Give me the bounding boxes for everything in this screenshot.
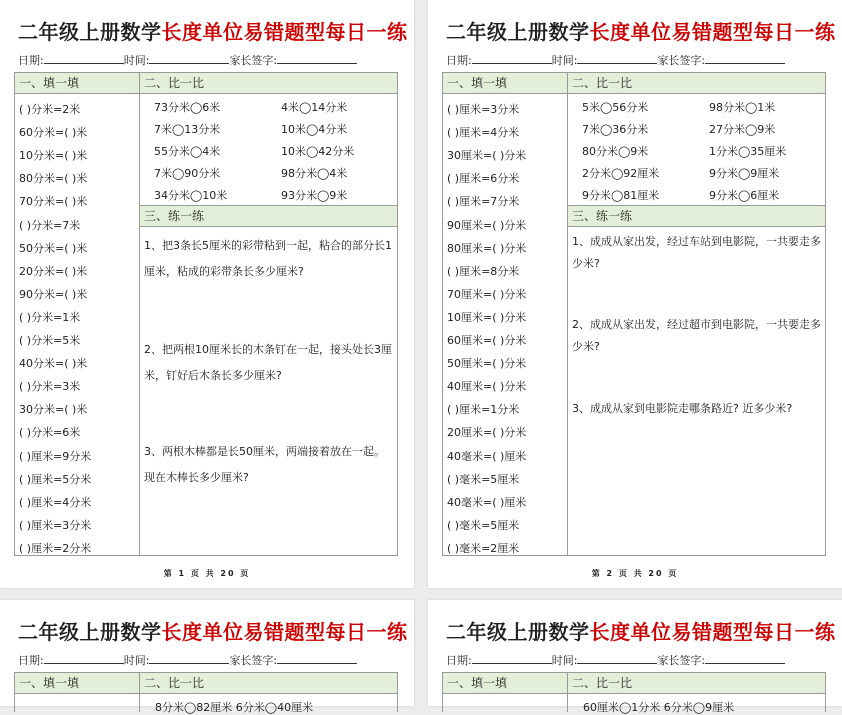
fill-column: [443, 73, 568, 555]
compare-item: 9分米◯9厘米: [709, 167, 780, 180]
fill-item: ( )厘米=5分米: [19, 472, 92, 486]
section-fill-heading: 一、填一填: [443, 673, 567, 694]
fill-item: ( )毫米=5厘米: [447, 518, 520, 532]
section-practice-heading: 三、练一练: [568, 205, 825, 227]
section-compare-heading: 二、比一比: [568, 673, 825, 694]
cut-off-compare-row: 8分米◯82厘米 6分米◯40厘米: [155, 701, 314, 714]
fill-column: [15, 73, 140, 555]
section-fill-heading: 一、填一填: [15, 73, 139, 94]
compare-item: 5米◯56分米: [582, 101, 649, 114]
page-title: 二年级上册数学长度单位易错题型每日一练: [446, 20, 836, 44]
fill-item: ( )分米=5米: [19, 334, 81, 347]
fill-item: ( )厘米=3分米: [447, 103, 520, 116]
page-footer: 第 1 页 共 20 页: [163, 569, 251, 578]
fill-item: 90厘米=( )分米: [447, 218, 527, 232]
worksheet-page-1: [0, 0, 414, 588]
compare-item: 4米◯14分米: [281, 101, 348, 114]
worksheet-box: [442, 72, 826, 556]
fill-item: 20分米=( )米: [19, 264, 88, 278]
worksheet-page-4: [428, 600, 842, 714]
section-compare-heading: 二、比一比: [140, 73, 397, 94]
compare-item: 10米◯42分米: [281, 145, 355, 158]
fill-item: 40毫米=( )厘米: [447, 495, 527, 509]
section-compare-heading: 二、比一比: [140, 673, 397, 694]
fill-item: ( )厘米=2分米: [19, 541, 92, 555]
fill-column: [15, 673, 140, 712]
section-practice-heading: 三、练一练: [140, 205, 397, 227]
fill-item: ( )厘米=4分米: [19, 495, 92, 509]
compare-item: 9分米◯81厘米: [582, 189, 660, 202]
fill-item: 60分米=( )米: [19, 126, 88, 140]
fill-item: ( )分米=6米: [19, 426, 81, 440]
compare-item: 9分米◯6厘米: [709, 189, 780, 202]
worksheet-box: [14, 672, 398, 712]
worksheet-page-3: [0, 600, 414, 714]
question-1: 1、成成从家出发，经过车站到电影院，一共要走多少米?: [572, 235, 821, 270]
meta-line: 日期: 时间: 家长签字:: [446, 652, 828, 668]
fill-item: ( )厘米=7分米: [447, 195, 520, 209]
page-title: 二年级上册数学长度单位易错题型每日一练: [446, 620, 836, 644]
compare-item: 98分米◯4米: [281, 167, 348, 180]
compare-item: 34分米◯10米: [154, 189, 228, 202]
compare-item: 7米◯90分米: [154, 167, 221, 180]
fill-item: 40毫米=( )厘米: [447, 449, 527, 463]
question-2: 2、成成从家出发，经过超市到电影院，一共要走多少米?: [572, 318, 821, 353]
cut-off-compare-row: 60厘米◯1分米 6分米◯9厘米: [583, 701, 735, 714]
compare-item: 2分米◯92厘米: [582, 167, 660, 180]
section-compare-heading: 二、比一比: [568, 73, 825, 94]
page-title: 二年级上册数学长度单位易错题型每日一练: [18, 620, 408, 644]
fill-item: 30厘米=( )分米: [447, 149, 527, 163]
compare-item: 55分米◯4米: [154, 145, 221, 158]
compare-item: 93分米◯9米: [281, 189, 348, 202]
fill-item: ( )厘米=1分米: [447, 403, 520, 417]
fill-item: 70厘米=( )分米: [447, 287, 527, 301]
page-title: 二年级上册数学长度单位易错题型每日一练: [18, 20, 408, 44]
fill-item: 70分米=( )米: [19, 195, 88, 209]
fill-item: 20厘米=( )分米: [447, 426, 527, 440]
fill-item: 60厘米=( )分米: [447, 334, 527, 347]
compare-item: 80分米◯9米: [582, 145, 649, 158]
fill-item: 10分米=( )米: [19, 149, 88, 163]
question-3: 3、成成从家到电影院走哪条路近? 近多少米?: [572, 402, 793, 415]
fill-item: 50分米=( )米: [19, 241, 88, 255]
fill-column: [443, 673, 568, 712]
fill-item: ( )分米=3米: [19, 380, 81, 394]
meta-line: 日期: 时间: 家长签字:: [18, 652, 400, 668]
question-2: 2、把两根10厘米长的木条钉在一起，接头处长3厘米，钉好后木条长多少厘米?: [144, 343, 392, 382]
question-3: 3、两根木棒都是长50厘米，两端接着放在一起。现在木棒长多少厘米?: [144, 445, 385, 484]
compare-item: 1分米◯35厘米: [709, 145, 787, 158]
section-fill-heading: 一、填一填: [443, 73, 567, 94]
fill-item: ( )毫米=2厘米: [447, 541, 520, 555]
fill-item: 80分米=( )米: [19, 172, 88, 186]
worksheet-box: [442, 672, 826, 712]
compare-item: 27分米◯9米: [709, 123, 776, 136]
meta-line: 日期: 时间: 家长签字:: [18, 52, 400, 68]
compare-item: 98分米◯1米: [709, 101, 776, 114]
fill-item: 90分米=( )米: [19, 287, 88, 301]
section-fill-heading: 一、填一填: [15, 673, 139, 694]
fill-item: ( )分米=2米: [19, 103, 81, 116]
fill-item: ( )厘米=9分米: [19, 449, 92, 463]
fill-item: 10厘米=( )分米: [447, 310, 527, 324]
worksheet-page-2: [428, 0, 842, 588]
compare-item: 7米◯36分米: [582, 123, 649, 136]
compare-item: 73分米◯6米: [154, 101, 221, 114]
fill-item: ( )分米=7米: [19, 218, 81, 232]
compare-item: 7米◯13分米: [154, 123, 221, 136]
fill-item: ( )厘米=3分米: [19, 518, 92, 532]
fill-item: 80厘米=( )分米: [447, 241, 527, 255]
question-1: 1、把3条长5厘米的彩带粘到一起，粘合的部分长1厘米，粘成的彩带条长多少厘米?: [144, 239, 392, 278]
fill-item: 30分米=( )米: [19, 403, 88, 417]
fill-item: ( )厘米=6分米: [447, 172, 520, 186]
fill-item: 50厘米=( )分米: [447, 357, 527, 371]
page-footer: 第 2 页 共 20 页: [591, 569, 679, 578]
meta-line: 日期: 时间: 家长签字:: [446, 52, 828, 68]
compare-item: 10米◯4分米: [281, 123, 348, 136]
fill-item: ( )分米=1米: [19, 310, 81, 324]
fill-item: ( )厘米=4分米: [447, 126, 520, 140]
fill-item: 40分米=( )米: [19, 357, 88, 371]
worksheet-box: [14, 72, 398, 556]
fill-item: ( )厘米=8分米: [447, 264, 520, 278]
fill-item: 40厘米=( )分米: [447, 380, 527, 394]
fill-item: ( )毫米=5厘米: [447, 472, 520, 486]
